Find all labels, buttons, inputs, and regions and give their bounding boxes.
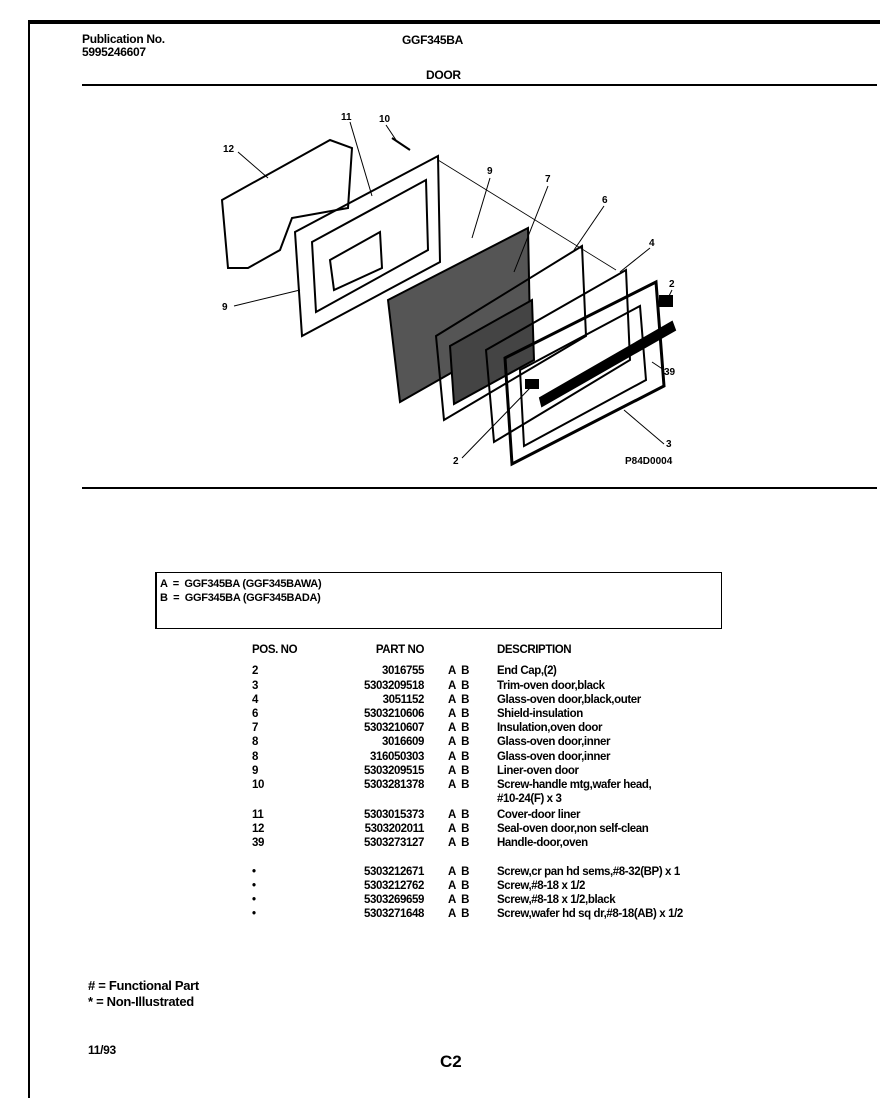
description-cell: Insulation,oven door [497, 722, 603, 734]
liner-window [330, 232, 382, 290]
model-codes-cell: A B [448, 751, 469, 763]
diagram-rule [82, 487, 877, 489]
model-codes-cell: A B [448, 736, 469, 748]
page-number: C2 [440, 1052, 462, 1071]
description-cell: Glass-oven door,black,outer [497, 694, 641, 706]
table-row [0, 722, 880, 736]
pos-cell: 11 [252, 809, 264, 821]
description-cell: Screw,wafer hd sq dr,#8-18(AB) x 1/2 [497, 908, 683, 920]
callout-7: 7 [545, 174, 551, 185]
description-cell: Cover-door liner [497, 809, 581, 821]
description-cell: Handle-door,oven [497, 837, 588, 849]
part-no-cell: 316050303 [370, 751, 424, 763]
table-row [0, 866, 880, 880]
pos-cell: 7 [252, 722, 258, 734]
pos-cell: 9 [252, 765, 258, 777]
description-cell: #10-24(F) x 3 [497, 793, 562, 805]
table-row [0, 665, 880, 679]
pos-cell: 12 [252, 823, 264, 835]
legend-line-a: A = GGF345BA (GGF345BAWA) [160, 578, 322, 590]
header-description: DESCRIPTION [497, 644, 572, 656]
table-header [0, 644, 880, 658]
pos-cell: • [252, 894, 256, 906]
table-row [0, 765, 880, 779]
description-cell: Liner-oven door [497, 765, 579, 777]
pos-cell: 8 [252, 736, 258, 748]
model-codes-cell: A B [448, 680, 469, 692]
callout-10: 10 [379, 114, 391, 125]
description-cell: Screw,#8-18 x 1/2,black [497, 894, 616, 906]
callout-12: 12 [223, 144, 235, 155]
model-number: GGF345BA [402, 33, 463, 47]
part-no-cell: 5303210607 [364, 722, 424, 734]
model-codes-cell: A B [448, 722, 469, 734]
part-no-cell: 5303015373 [364, 809, 424, 821]
callout-39: 39 [664, 367, 676, 378]
table-row [0, 793, 880, 807]
model-codes-cell: A B [448, 866, 469, 878]
part-no-cell: 3016755 [382, 665, 424, 677]
pos-cell: 4 [252, 694, 258, 706]
part-no-cell: 3016609 [382, 736, 424, 748]
model-codes-cell: A B [448, 708, 469, 720]
part-no-cell: 5303269659 [364, 894, 424, 906]
model-codes-cell: A B [448, 694, 469, 706]
table-row [0, 894, 880, 908]
table-row [0, 751, 880, 765]
description-cell: Screw,#8-18 x 1/2 [497, 880, 586, 892]
pos-cell: 8 [252, 751, 258, 763]
model-codes-cell: A B [448, 837, 469, 849]
pos-cell: • [252, 866, 256, 878]
end-cap-right [660, 296, 672, 306]
callout-9: 9 [487, 166, 493, 177]
callout-4: 4 [649, 238, 655, 249]
description-cell: Glass-oven door,inner [497, 751, 611, 763]
model-codes-cell: A B [448, 809, 469, 821]
part-no-cell: 5303209518 [364, 680, 424, 692]
table-row [0, 823, 880, 837]
section-title: DOOR [426, 68, 461, 82]
table-row [0, 708, 880, 722]
callout-9b: 9 [222, 302, 228, 313]
table-row [0, 694, 880, 708]
part-no-cell: 5303273127 [364, 837, 424, 849]
table-row [0, 680, 880, 694]
description-cell: Shield-insulation [497, 708, 583, 720]
part-no-cell: 5303210606 [364, 708, 424, 720]
model-codes-cell: A B [448, 665, 469, 677]
pos-cell: • [252, 880, 256, 892]
callout-2: 2 [669, 279, 675, 290]
table-row [0, 779, 880, 793]
figure-id: P84D0004 [625, 456, 673, 467]
footer-date: 11/93 [88, 1043, 116, 1057]
table-row [0, 908, 880, 922]
publication-number: 5995246607 [82, 45, 146, 59]
end-cap-left [526, 380, 538, 388]
screw [392, 138, 410, 150]
part-no-cell: 5303209515 [364, 765, 424, 777]
description-cell: End Cap,(2) [497, 665, 557, 677]
model-codes-cell: A B [448, 823, 469, 835]
description-cell: Trim-oven door,black [497, 680, 605, 692]
callout-3: 3 [666, 439, 672, 450]
header-part-no: PART NO [375, 644, 424, 656]
description-cell: Screw-handle mtg,wafer head, [497, 779, 652, 791]
pos-cell: 39 [252, 837, 264, 849]
header-pos-no: POS. NO [252, 644, 298, 656]
table-row [0, 837, 880, 851]
description-cell: Seal-oven door,non self-clean [497, 823, 649, 835]
description-cell: Screw,cr pan hd sems,#8-32(BP) x 1 [497, 866, 680, 878]
model-codes-cell: A B [448, 779, 469, 791]
model-codes-cell: A B [448, 765, 469, 777]
model-codes-cell: A B [448, 880, 469, 892]
pos-cell: 3 [252, 680, 258, 692]
callout-11: 11 [341, 112, 352, 123]
table-row [0, 880, 880, 894]
publication-label: Publication No. [82, 32, 165, 46]
part-no-cell: 5303281378 [364, 779, 424, 791]
pos-cell: 10 [252, 779, 264, 791]
part-no-cell: 5303212671 [364, 866, 424, 878]
pos-cell: 6 [252, 708, 258, 720]
description-cell: Glass-oven door,inner [497, 736, 611, 748]
pos-cell: • [252, 908, 256, 920]
model-codes-cell: A B [448, 894, 469, 906]
table-row [0, 809, 880, 823]
callout-6: 6 [602, 195, 608, 206]
model-codes-cell: A B [448, 908, 469, 920]
pos-cell: 2 [252, 665, 258, 677]
exploded-door-diagram [0, 0, 880, 490]
part-no-cell: 3051152 [382, 694, 424, 706]
legend-line-b: B = GGF345BA (GGF345BADA) [160, 592, 321, 604]
table-row [0, 736, 880, 750]
part-no-cell: 5303212762 [364, 880, 424, 892]
door-seal [222, 140, 352, 268]
part-no-cell: 5303271648 [364, 908, 424, 920]
part-no-cell: 5303202011 [364, 823, 424, 835]
callout-2b: 2 [453, 456, 459, 467]
footnote-non-illustrated: * = Non-Illustrated [88, 994, 194, 1009]
footnote-functional: # = Functional Part [88, 978, 199, 993]
